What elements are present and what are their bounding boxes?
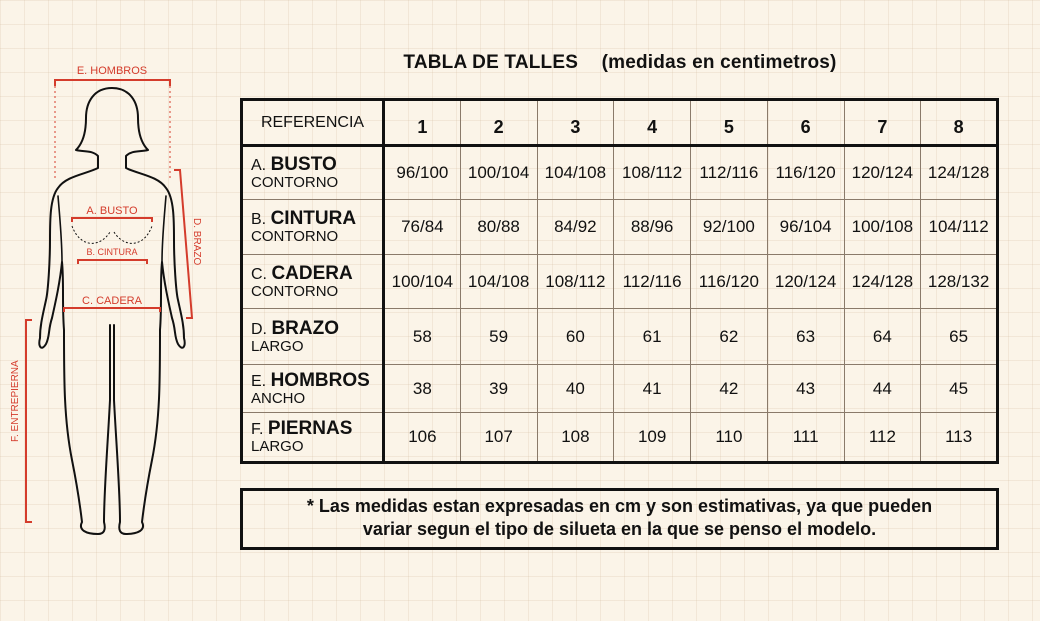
value-cell: 108/112 — [537, 255, 614, 309]
value-cell: 58 — [384, 309, 461, 365]
header-reference: REFERENCIA — [242, 100, 384, 146]
table-row — [242, 365, 998, 413]
header-size: 3 — [537, 100, 614, 146]
value-cell: 62 — [691, 309, 768, 365]
title-sub: (medidas en centimetros) — [601, 52, 837, 73]
value-cell: 104/108 — [537, 146, 614, 200]
table-row — [242, 255, 998, 309]
page-title — [240, 52, 1000, 74]
reference-cell — [242, 413, 384, 463]
value-cell: 128/132 — [921, 255, 998, 309]
value-cell: 76/84 — [384, 200, 461, 255]
table-header-row — [242, 100, 998, 146]
reference-name: HOMBROS — [270, 369, 370, 391]
label-entrepierna: F. ENTREPIERNA — [10, 360, 21, 442]
table-row — [242, 146, 998, 200]
note-line-1: * Las medidas estan expresadas en cm y son estimativas, ya que pueden — [306, 496, 933, 516]
reference-name: BUSTO — [270, 154, 337, 176]
reference-letter: B. — [251, 211, 267, 229]
header-size: 5 — [691, 100, 768, 146]
value-cell: 111 — [767, 413, 844, 463]
reference-letter: C. — [251, 265, 267, 283]
value-cell: 43 — [767, 365, 844, 413]
value-cell: 60 — [537, 309, 614, 365]
value-cell: 88/96 — [614, 200, 691, 255]
value-cell: 41 — [614, 365, 691, 413]
reference-letter: D. — [251, 320, 267, 338]
value-cell: 104/112 — [921, 200, 998, 255]
value-cell: 45 — [921, 365, 998, 413]
value-cell: 92/100 — [691, 200, 768, 255]
value-cell: 42 — [691, 365, 768, 413]
header-size: 1 — [384, 100, 461, 146]
value-cell: 65 — [921, 309, 998, 365]
table-row — [242, 309, 998, 365]
value-cell: 112/116 — [614, 255, 691, 309]
title-main: TABLA DE TALLES — [403, 52, 579, 73]
reference-name: BRAZO — [271, 317, 340, 339]
reference-cell — [242, 200, 384, 255]
value-cell: 108 — [537, 413, 614, 463]
label-hombros: E. HOMBROS — [76, 65, 148, 77]
header-size: 7 — [844, 100, 921, 146]
value-cell: 109 — [614, 413, 691, 463]
header-size: 8 — [921, 100, 998, 146]
reference-name: PIERNAS — [267, 418, 353, 440]
label-cadera: C. CADERA — [82, 295, 142, 307]
value-cell: 40 — [537, 365, 614, 413]
value-cell: 124/128 — [921, 146, 998, 200]
value-cell: 100/104 — [460, 146, 537, 200]
reference-name: CINTURA — [270, 208, 357, 230]
reference-letter: A. — [251, 157, 267, 175]
table-row — [242, 200, 998, 255]
disclaimer-note — [240, 488, 999, 550]
value-cell: 112 — [844, 413, 921, 463]
size-table — [240, 98, 999, 464]
table-row — [242, 413, 998, 463]
value-cell: 100/104 — [384, 255, 461, 309]
reference-name: CADERA — [271, 262, 353, 284]
label-cintura: B. CINTURA — [86, 247, 138, 257]
value-cell: 116/120 — [767, 146, 844, 200]
value-cell: 39 — [460, 365, 537, 413]
reference-letter: E. — [251, 372, 267, 390]
value-cell: 120/124 — [844, 146, 921, 200]
reference-sub: CONTORNO — [251, 174, 339, 192]
reference-sub: ANCHO — [251, 389, 306, 407]
value-cell: 38 — [384, 365, 461, 413]
value-cell: 59 — [460, 309, 537, 365]
head-outline — [39, 88, 112, 534]
value-cell: 44 — [844, 365, 921, 413]
value-cell: 104/108 — [460, 255, 537, 309]
value-cell: 61 — [614, 309, 691, 365]
body-outline-right — [112, 88, 185, 534]
reference-letter: F. — [251, 421, 264, 439]
value-cell: 124/128 — [844, 255, 921, 309]
reference-cell — [242, 255, 384, 309]
value-cell: 120/124 — [767, 255, 844, 309]
value-cell: 112/116 — [691, 146, 768, 200]
reference-sub: CONTORNO — [251, 282, 339, 300]
header-size: 2 — [460, 100, 537, 146]
header-size: 6 — [767, 100, 844, 146]
reference-sub: LARGO — [251, 438, 304, 456]
value-cell: 63 — [767, 309, 844, 365]
reference-cell — [242, 365, 384, 413]
value-cell: 116/120 — [691, 255, 768, 309]
value-cell: 84/92 — [537, 200, 614, 255]
value-cell: 80/88 — [460, 200, 537, 255]
label-brazo: D. BRAZO — [191, 218, 202, 266]
reference-cell — [242, 146, 384, 200]
value-cell: 96/100 — [384, 146, 461, 200]
value-cell: 113 — [921, 413, 998, 463]
value-cell: 64 — [844, 309, 921, 365]
value-cell: 100/108 — [844, 200, 921, 255]
reference-sub: LARGO — [251, 337, 304, 355]
label-busto: A. BUSTO — [86, 205, 138, 217]
value-cell: 107 — [460, 413, 537, 463]
reference-sub: CONTORNO — [251, 228, 339, 246]
reference-cell — [242, 309, 384, 365]
value-cell: 110 — [691, 413, 768, 463]
note-line-2: variar segun el tipo de silueta en la que se penso el modelo. — [362, 519, 877, 539]
value-cell: 96/104 — [767, 200, 844, 255]
header-size: 4 — [614, 100, 691, 146]
female-silhouette-icon — [0, 0, 235, 621]
value-cell: 108/112 — [614, 146, 691, 200]
value-cell: 106 — [384, 413, 461, 463]
